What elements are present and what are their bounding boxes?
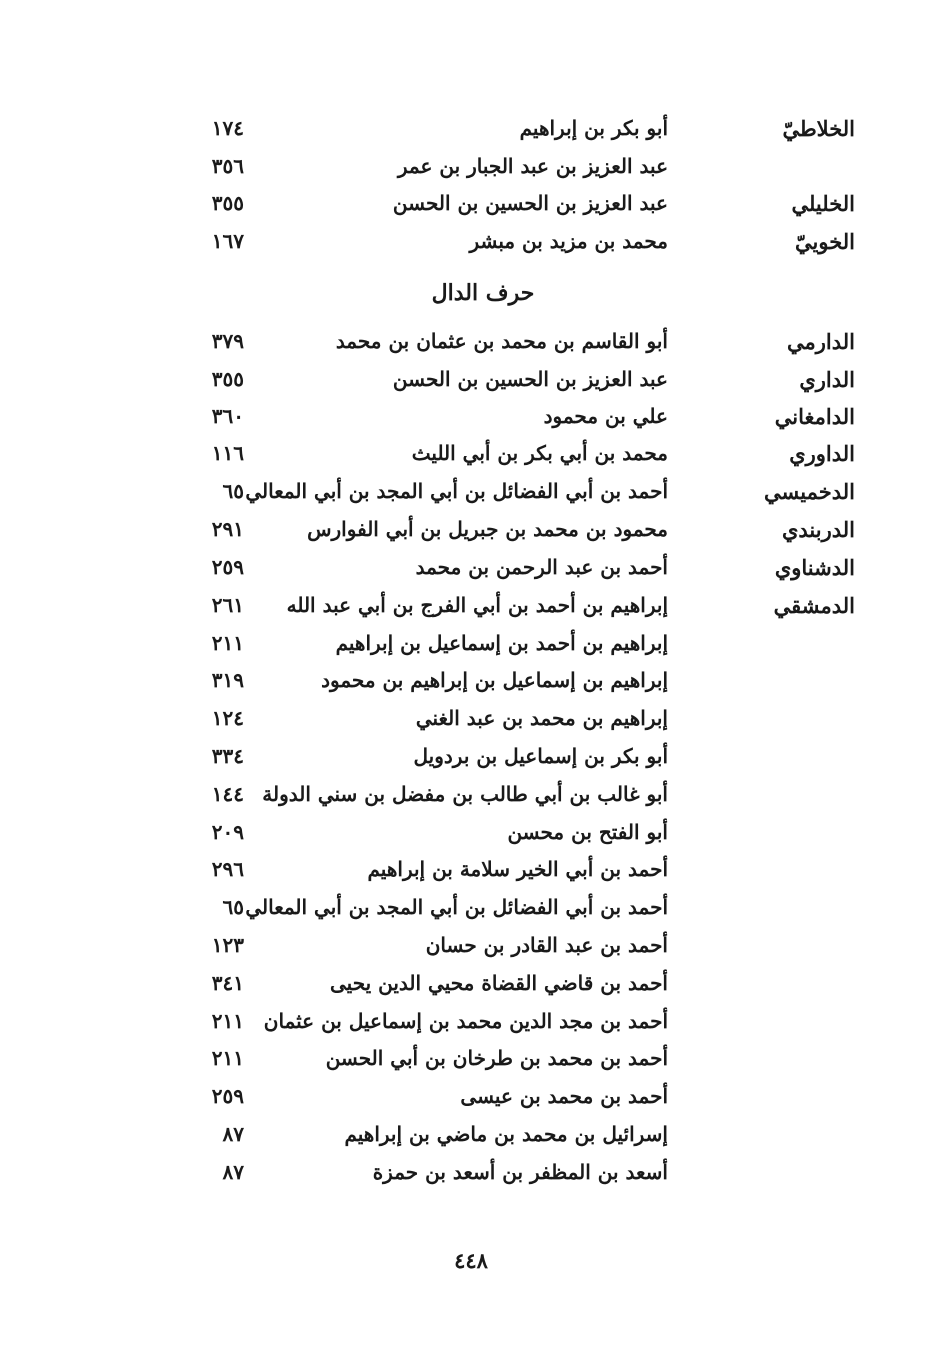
- page-reference: ١٢٤: [211, 706, 244, 730]
- page-reference: ٢٩٦: [211, 857, 244, 881]
- nisba-label: الداري: [799, 367, 855, 392]
- page-reference: ٢١١: [211, 1046, 244, 1070]
- index-entry: [0, 517, 940, 555]
- person-name: محمد بن أبي بكر بن أبي الليث: [411, 441, 668, 465]
- page-reference: ٨٧: [222, 1122, 244, 1146]
- person-name: إبراهيم بن أحمد بن إسماعيل بن إبراهيم: [335, 631, 668, 655]
- person-name: أحمد بن قاضي القضاة محيي الدين يحيى: [330, 971, 668, 995]
- index-entry: [0, 1122, 940, 1160]
- index-entry: [0, 895, 940, 933]
- nisba-label: الخلاطيّ: [782, 116, 855, 141]
- index-entry: [0, 593, 940, 631]
- index-entry: [0, 1009, 940, 1047]
- person-name: أبو الفتح بن محسن: [507, 820, 668, 844]
- nisba-label: الدمشقي: [773, 593, 855, 618]
- section-heading: [0, 280, 940, 306]
- nisba-label: الدخميسي: [764, 479, 855, 504]
- page-reference: ٦٥: [222, 479, 244, 503]
- person-name: علي بن محمود: [543, 404, 668, 428]
- index-entry: [0, 191, 940, 229]
- index-entry: [0, 116, 940, 154]
- page-reference: ١١٦: [211, 441, 244, 465]
- nisba-label: الداوري: [789, 441, 855, 466]
- nisba-label: الدشناوي: [774, 555, 855, 580]
- index-entry: [0, 971, 940, 1009]
- person-name: أحمد بن عبد القادر بن حسان: [425, 933, 668, 957]
- person-name: أبو بكر بن إسماعيل بن بردويل: [413, 744, 668, 768]
- index-entry: [0, 441, 940, 479]
- index-entry: [0, 404, 940, 442]
- person-name: أحمد بن محمد بن عيسى: [460, 1084, 668, 1108]
- nisba-label: الخليلي: [791, 191, 855, 216]
- page-reference: ٣٦٠: [211, 404, 244, 428]
- page-reference: ٣٧٩: [211, 329, 244, 353]
- person-name: أحمد بن أبي الفضائل بن أبي المجد بن أبي المعالي: [245, 479, 668, 503]
- person-name: محمود بن محمد بن جبريل بن أبي الفوارس: [307, 517, 668, 541]
- index-entry: [0, 668, 940, 706]
- index-entry: [0, 706, 940, 744]
- page-reference: ٢٠٩: [211, 820, 244, 844]
- person-name: أبو القاسم بن محمد بن عثمان بن محمد: [335, 329, 668, 353]
- person-name: أحمد بن عبد الرحمن بن محمد: [415, 555, 668, 579]
- index-entry: [0, 229, 940, 267]
- section-heading-text: حرف الدال: [431, 280, 535, 306]
- index-entry: [0, 1084, 940, 1122]
- page-reference: ١٦٧: [211, 229, 244, 253]
- page-reference: ٢٩١: [211, 517, 244, 541]
- person-name: إسرائيل بن محمد بن ماضي بن إبراهيم: [344, 1122, 668, 1146]
- index-entry: [0, 555, 940, 593]
- page-reference: ٣٤١: [211, 971, 244, 995]
- index-entry: [0, 367, 940, 405]
- page-reference: ٣٥٥: [211, 191, 244, 215]
- index-entry: [0, 1046, 940, 1084]
- index-entry: [0, 933, 940, 971]
- page-reference: ٢١١: [211, 631, 244, 655]
- page-reference: ٢١١: [211, 1009, 244, 1033]
- person-name: عبد العزيز بن الحسين بن الحسن: [392, 367, 668, 391]
- page-reference: ٣٥٥: [211, 367, 244, 391]
- page-reference: ١٤٤: [211, 782, 244, 806]
- page-reference: ٣٣٤: [211, 744, 244, 768]
- page-reference: ٦٥: [222, 895, 244, 919]
- page-reference: ٢٥٩: [211, 1084, 244, 1108]
- page-reference: ٨٧: [222, 1160, 244, 1184]
- index-entry: [0, 820, 940, 858]
- page-reference: ٢٥٩: [211, 555, 244, 579]
- person-name: إبراهيم بن إسماعيل بن إبراهيم بن محمود: [321, 668, 668, 692]
- person-name: أسعد بن المظفر بن أسعد بن حمزة: [372, 1160, 668, 1184]
- person-name: أحمد بن أبي الخير سلامة بن إبراهيم: [367, 857, 668, 881]
- nisba-label: الدربندي: [781, 517, 855, 542]
- index-entry: [0, 631, 940, 669]
- person-name: أبو غالب بن أبي طالب بن مفضل بن سني الدولة: [262, 782, 668, 806]
- nisba-label: الخوييّ: [795, 229, 855, 254]
- page-reference: ٢٦١: [211, 593, 244, 617]
- index-entry: [0, 329, 940, 367]
- person-name: محمد بن مزيد بن مبشر: [469, 229, 668, 253]
- index-entry: [0, 744, 940, 782]
- page-reference: ١٧٤: [211, 116, 244, 140]
- page-reference: ٣٥٦: [211, 154, 244, 178]
- person-name: أحمد بن أبي الفضائل بن أبي المجد بن أبي المعالي: [245, 895, 668, 919]
- index-entry: [0, 1160, 940, 1198]
- person-name: أبو بكر بن إبراهيم: [519, 116, 668, 140]
- person-name: عبد العزيز بن الحسين بن الحسن: [392, 191, 668, 215]
- person-name: أحمد بن مجد الدين محمد بن إسماعيل بن عثمان: [263, 1009, 668, 1033]
- person-name: عبد العزيز بن عبد الجبار بن عمر: [397, 154, 668, 178]
- index-entry: [0, 782, 940, 820]
- index-entry: [0, 857, 940, 895]
- page-reference: ٣١٩: [211, 668, 244, 692]
- person-name: إبراهيم بن محمد بن عبد الغني: [415, 706, 668, 730]
- person-name: أحمد بن محمد بن طرخان بن أبي الحسن: [325, 1046, 668, 1070]
- index-entry: [0, 479, 940, 517]
- person-name: إبراهيم بن أحمد بن أبي الفرج بن أبي عبد الله: [286, 593, 668, 617]
- page-reference: ١٢٣: [211, 933, 244, 957]
- page-number: [0, 1248, 940, 1273]
- index-entry: [0, 154, 940, 192]
- nisba-label: الدامغاني: [774, 404, 855, 429]
- page-number-text: ٤٤٨: [454, 1248, 488, 1273]
- nisba-label: الدارمي: [787, 329, 855, 354]
